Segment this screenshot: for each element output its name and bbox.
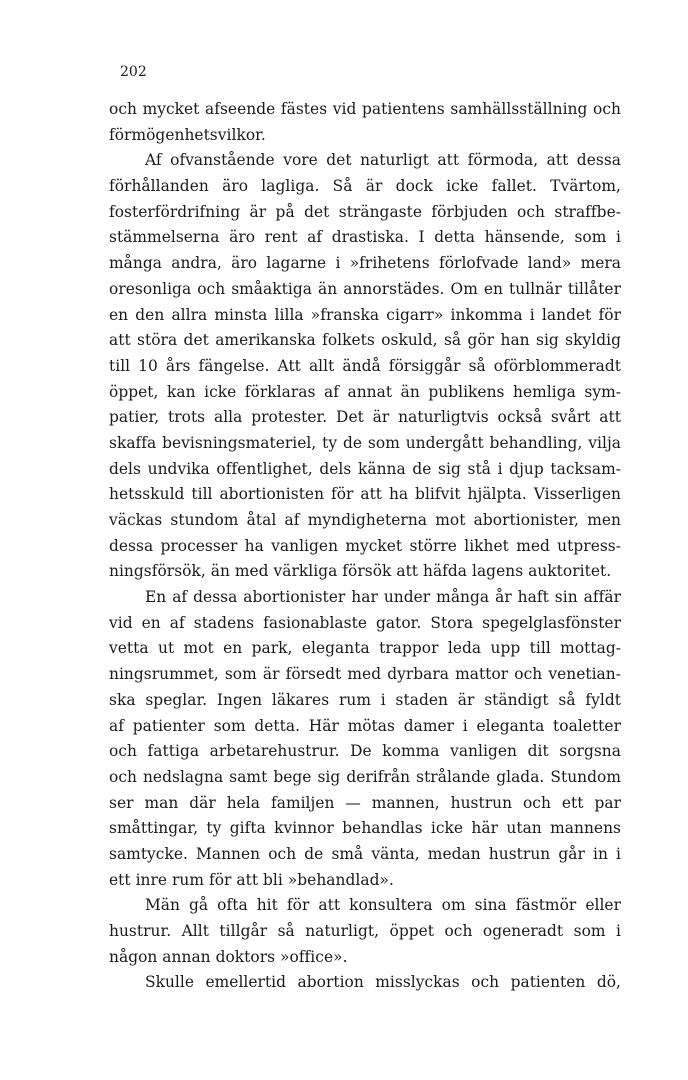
text-line: Män gå ofta hit för att konsultera om sina fästmör eller [145,896,621,915]
text-line: ett inre rum för att bli »behandlad». [109,870,394,889]
text-line: patier, trots alla protester. Det är naturligtvis också svårt att [109,408,621,427]
text-line: till 10 års fängelse. Att allt ändå försiggår så oförblommeradt [109,356,621,375]
text-line: väckas stundom åtal af myndigheterna mot abortionister, men [109,511,621,529]
text-line: att störa det amerikanska folkets oskuld, så gör han sig skyldig [109,331,621,350]
text-line: samtycke. Mannen och de små vänta, medan hustrun går in i [109,844,621,863]
body-text [109,97,621,996]
text-line: fosterfördrifning är på det strängaste förbjuden och straffbe- [109,202,621,221]
text-line: någon annan doktors »office». [109,947,348,966]
text-line: vetta ut mot en park, eleganta trappor leda upp till mottag- [109,639,621,658]
text-line: och fattiga arbetarehustrur. De komma vanligen dit sorgsna [109,742,621,761]
text-line: oresonliga och småaktiga än annorstädes. Om en tullnär tillåter [109,279,621,298]
page-number: 202 [120,64,147,80]
text-line: En af dessa abortionister har under många år haft sin affär [145,588,621,607]
text-line: hustrur. Allt tillgår så naturligt, öppet och ogeneradt som i [109,922,621,940]
text-line: vid en af stadens fasionablaste gator. Stora spegelglasfönster [109,613,621,632]
text-line: ningsrummet, som är försedt med dyrbara mattor och venetian- [109,665,621,684]
text-line: Skulle emellertid abortion misslyckas och patienten dö, [145,973,621,992]
text-line: förhållanden äro lagliga. Så är dock icke fallet. Tvärtom, [109,177,621,196]
text-line: stämmelserna äro rent af drastiska. I detta hänsende, som i [109,228,621,247]
text-line: hetsskuld till abortionisten för att ha blifvit hjälpta. Visserligen [109,485,621,504]
text-line: öppet, kan icke förklaras af annat än publikens hemliga sym- [109,382,621,401]
text-line: många andra, äro lagarne i »frihetens förlofvade land» mera [109,254,621,273]
text-line: och mycket afseende fästes vid patientens samhällsställning och [109,100,621,118]
text-line: dels undvika offentlighet, dels känna de sig stå i djup tacksam- [109,459,621,478]
text-line: ska speglar. Ingen läkares rum i staden är ständigt så fyldt [109,690,621,709]
text-line: af patienter som detta. Här mötas damer i eleganta toaletter [109,716,621,735]
text-line: skaffa bevisningsmateriel, ty de som undergått behandling, vilja [109,433,621,452]
text-line: dessa processer ha vanligen mycket större likhet med utpress- [109,536,621,555]
text-line: ningsförsök, än med värkliga försök att häfda lagens auktoritet. [109,562,612,581]
text-line: och nedslagna samt bege sig derifrån strålande glada. Stundom [109,767,621,786]
text-line: förmögenhetsvilkor. [109,125,266,144]
text-line: småttingar, ty gifta kvinnor behandlas icke här utan mannens [109,819,621,838]
text-line: ser man där hela familjen — mannen, hustrun och ett par [109,793,621,812]
text-line: en den allra minsta lilla »franska cigarr» inkomma i landet för [109,305,621,324]
text-line: Af ofvanstående vore det naturligt att förmoda, att dessa [145,151,621,170]
